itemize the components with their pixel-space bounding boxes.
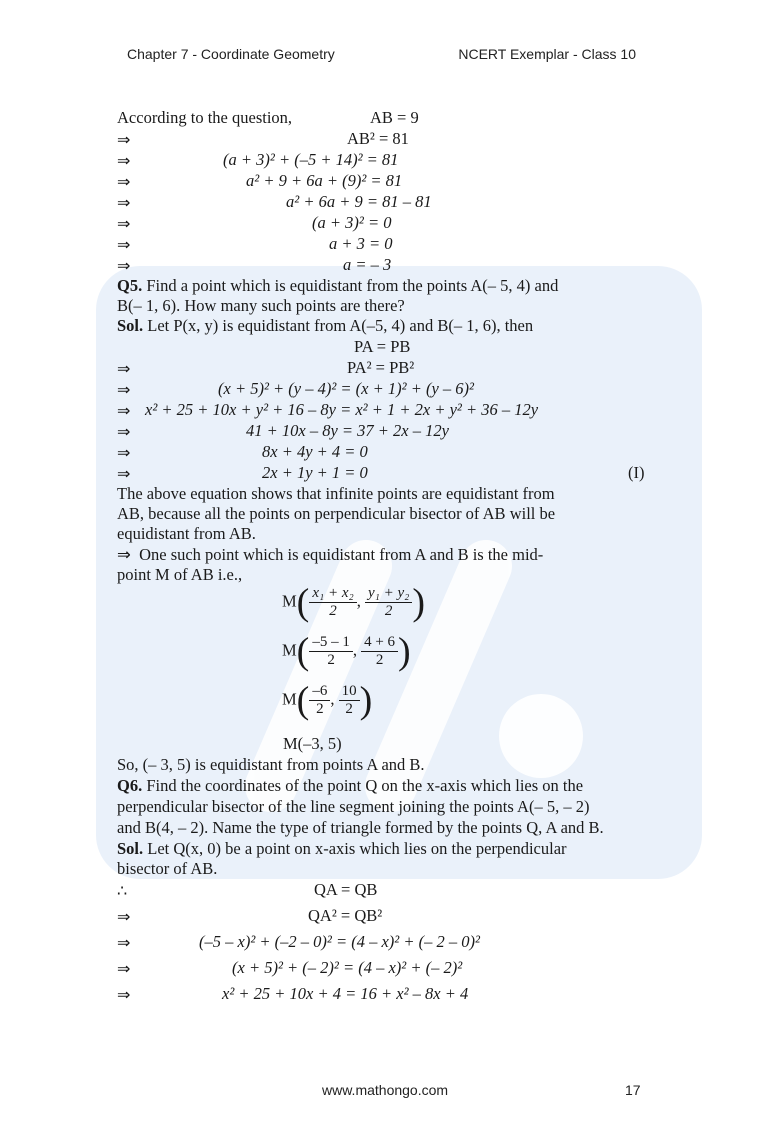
q5-solution-line: Sol. Let P(x, y) is equidistant from A(–5, 4) and B(– 1, 6), then: [117, 316, 534, 335]
footer-website: www.mathongo.com: [322, 1082, 449, 1098]
paragraph-line: point M of AB i.e.,: [117, 565, 243, 584]
implies-arrow: ⇒: [117, 935, 131, 952]
paragraph-line: ⇒ One such point which is equidistant from A and B is the mid-: [117, 545, 544, 564]
fraction-numerator: –5 – 1: [309, 634, 353, 652]
equation-line: 2x + 1y + 1 = 0: [262, 463, 368, 482]
q6-question-line: perpendicular bisector of the line segment joining the points A(– 5, – 2): [117, 797, 590, 816]
q6-solution-line: bisector of AB.: [117, 859, 218, 878]
equation-line: x² + 25 + 10x + 4 = 16 + x² – 8x + 4: [222, 984, 469, 1003]
intro-text: According to the question,: [117, 108, 293, 127]
equation-line: (a + 3)² + (–5 + 14)² = 81: [223, 150, 399, 169]
equation-line: a² + 6a + 9 = 81 – 81: [286, 192, 432, 211]
implies-arrow: ⇒: [117, 195, 131, 212]
implies-arrow: ⇒: [117, 382, 131, 399]
fraction-denominator: 2: [375, 652, 384, 668]
fraction-numerator: –6: [309, 683, 330, 701]
q6-label: Q6.: [117, 776, 143, 795]
intro-equation: AB = 9: [370, 108, 419, 127]
midpoint-substitution: M( $\frac{-5 - 1}{2}$ , $\frac{4 + 6}{2}$ ): [282, 630, 411, 673]
implies-arrow: ⇒: [117, 403, 131, 420]
midpoint-formula: M( $\frac{\text{x₁ + x₂}}{2}$ , $\frac{\text{y₁ + y₂}}{2}$ ): [282, 581, 425, 624]
equation-line: x² + 25 + 10x + y² + 16 – 8y = x² + 1 + 2x + y² + 36 – 12y: [145, 400, 539, 419]
equation-line: QA = QB: [314, 880, 378, 899]
implies-arrow: ⇒: [117, 545, 131, 564]
equation-line: a + 3 = 0: [329, 234, 393, 253]
m-label: M: [282, 640, 297, 660]
implies-arrow: ⇒: [117, 909, 131, 926]
equation-line: PA = PB: [354, 337, 411, 356]
q5-sol-label: Sol.: [117, 316, 144, 335]
header-book-title: NCERT Exemplar - Class 10: [458, 46, 636, 62]
q6-question-line: Q6. Find the coordinates of the point Q on the x-axis which lies on the: [117, 776, 584, 795]
equation-line: (a + 3)² = 0: [312, 213, 392, 232]
footer-page-number: 17: [625, 1082, 641, 1098]
q5-conclusion: So, (– 3, 5) is equidistant from points A and B.: [117, 755, 425, 774]
implies-arrow: ⇒: [117, 153, 131, 170]
equation-tag: (I): [628, 463, 645, 482]
equation-line: (x + 5)² + (– 2)² = (4 – x)² + (– 2)²: [232, 958, 463, 977]
q6-solution-line: Sol. Let Q(x, 0) be a point on x-axis which lies on the perpendicular: [117, 839, 567, 858]
m-label: M: [282, 591, 297, 611]
equation-line: 8x + 4y + 4 = 0: [262, 442, 368, 461]
paragraph-line: AB, because all the points on perpendicular bisector of AB will be: [117, 504, 556, 523]
q5-question-line: B(– 1, 6). How many such points are there?: [117, 296, 405, 315]
equation-line: a = – 3: [343, 255, 392, 274]
fraction-denominator: 2: [327, 652, 335, 668]
implies-arrow: ⇒: [117, 445, 131, 462]
q6-question-line: and B(4, – 2). Name the type of triangle formed by the points Q, A and B.: [117, 818, 604, 837]
implies-arrow: ⇒: [117, 216, 131, 233]
paragraph-line: equidistant from AB.: [117, 524, 256, 543]
q6-sol-label: Sol.: [117, 839, 144, 858]
fraction-numerator: x₁ + x₂: [309, 585, 356, 603]
midpoint-simplified: M( $\frac{-6}{2}$ , $\frac{10}{2}$ ): [282, 679, 373, 722]
equation-line: QA² = QB²: [308, 906, 383, 925]
implies-arrow: ⇒: [117, 174, 131, 191]
fraction-denominator: 2: [345, 701, 353, 717]
equation-line: (–5 – x)² + (–2 – 0)² = (4 – x)² + (– 2 – 0)²: [199, 932, 480, 951]
fraction-denominator: 2: [384, 603, 393, 619]
q5-question-line: Q5. Find a point which is equidistant from the points A(– 5, 4) and: [117, 276, 559, 295]
implies-arrow: ⇒: [117, 987, 131, 1004]
m-label: M: [282, 689, 297, 709]
implies-arrow: ⇒: [117, 466, 131, 483]
equation-line: (x + 5)² + (y – 4)² = (x + 1)² + (y – 6)²: [218, 379, 474, 398]
fraction-denominator: 2: [316, 701, 324, 717]
implies-arrow: ⇒: [117, 961, 131, 978]
paragraph-line: The above equation shows that infinite points are equidistant from: [117, 484, 555, 503]
therefore-symbol: ∴: [117, 883, 128, 900]
fraction-numerator: 4 + 6: [361, 634, 398, 652]
equation-line: PA² = PB²: [347, 358, 415, 377]
fraction-numerator: 10: [339, 683, 360, 701]
q5-label: Q5.: [117, 276, 143, 295]
midpoint-result: M(–3, 5): [283, 734, 342, 753]
header-chapter-title: Chapter 7 - Coordinate Geometry: [127, 46, 335, 62]
fraction-numerator: y₁ + y₂: [365, 585, 412, 603]
equation-line: AB² = 81: [347, 129, 409, 148]
implies-arrow: ⇒: [117, 132, 131, 149]
implies-arrow: ⇒: [117, 424, 131, 441]
implies-arrow: ⇒: [117, 361, 131, 378]
implies-arrow: ⇒: [117, 237, 131, 254]
implies-arrow: ⇒: [117, 258, 131, 275]
fraction-denominator: 2: [329, 603, 337, 619]
equation-line: a² + 9 + 6a + (9)² = 81: [246, 171, 403, 190]
equation-line: 41 + 10x – 8y = 37 + 2x – 12y: [246, 421, 449, 440]
